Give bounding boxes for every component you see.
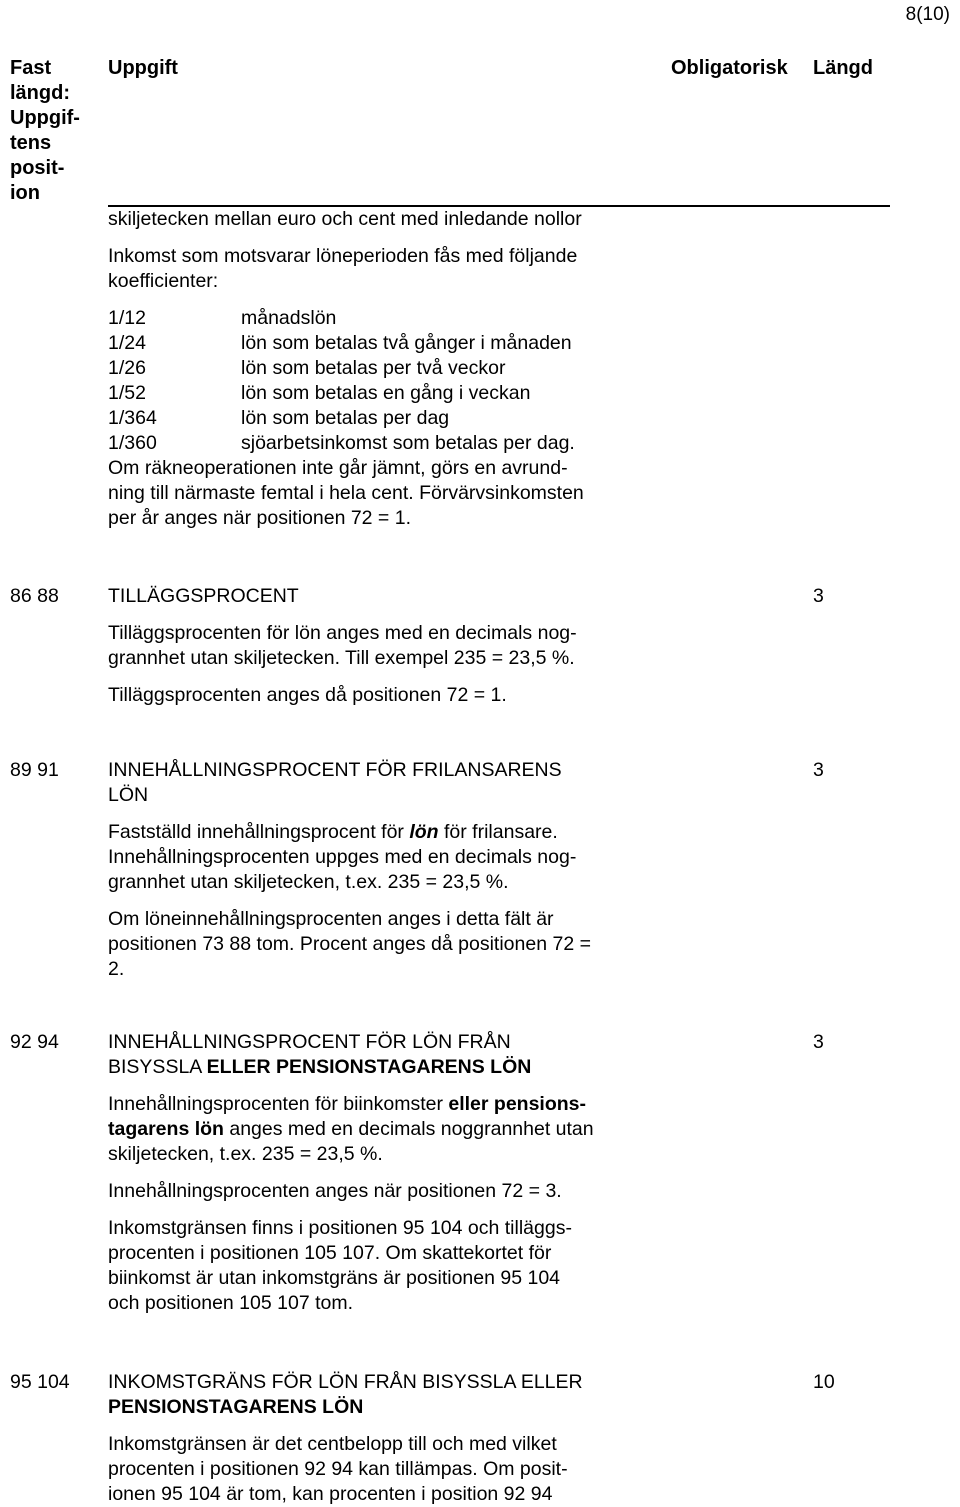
field-position: 89 91: [10, 759, 59, 781]
header-mandatory-column: Obligatorisk: [671, 57, 788, 79]
field-description: INKOMSTGRÄNS FÖR LÖN FRÅN BISYSSLA ELLER PENSIONSTAGARENS LÖN Inkomstgränsen är det centbelopp till och med vilket procenten i positionen 92 94 kan tillämpas. Om posit- ionen 95 104 är tom, kan procenten i position 92 94: [108, 1370, 708, 1507]
field-length: 3: [813, 1031, 824, 1053]
page-number: 8(10): [905, 4, 950, 25]
coefficient-list: [108, 306, 748, 456]
field-length: 3: [813, 759, 824, 781]
field-title: INNEHÅLLNINGSPROCENT FÖR FRILANSARENS: [108, 759, 562, 781]
coefficient-row: 1/26 lön som betalas per två veckor: [108, 357, 506, 379]
field-description: INNEHÅLLNINGSPROCENT FÖR FRILANSARENS LÖN Fastställd innehållningsprocent för lön för frilansare. Innehållningsprocenten uppges med en decimals nog- grannhet utan skiljetecken, t.ex. 235 = 23,5 %. Om löneinnehållningsprocenten anges i detta fält är positionen 73 88 tom. Procent anges då positionen 72 = 2.: [108, 758, 688, 982]
field-title: INKOMSTGRÄNS FÖR LÖN FRÅN BISYSSLA ELLER: [108, 1371, 583, 1393]
field-position: 95 104: [10, 1371, 70, 1393]
coefficient-row: 1/360 sjöarbetsinkomst som betalas per dag.: [108, 432, 575, 454]
coefficient-row: 1/12 månadslön: [108, 307, 337, 329]
field-position: 92 94: [10, 1031, 59, 1053]
field-length: 3: [813, 585, 824, 607]
field-description: TILLÄGGSPROCENT Tilläggsprocenten för lön anges med en decimals nog- grannhet utan skiljetecken. Till exempel 235 = 23,5 %. Tilläggsprocenten anges då positionen 72 = 1.: [108, 584, 688, 708]
field-length: 10: [813, 1371, 835, 1393]
field-title: TILLÄGGSPROCENT: [108, 585, 299, 607]
field-title: INNEHÅLLNINGSPROCENT FÖR LÖN FRÅN: [108, 1031, 511, 1053]
continuation-text: skiljetecken mellan euro och cent med inledande nollor Inkomst som motsvarar löneperioden fås med följande koefficienter: 1/12 månadslön 1/24 lön som betalas två gånger i månaden 1/26 lön som betalas per två veckor 1/52 lön som betalas en gång i veckan 1/364 lön som betalas per dag 1/360 sjöarbetsinkomst som betalas per dag. Om räkneoperationen inte går jämnt, görs en avrund- ning till närmaste femtal i hela cent. Förvärvsinkomsten per år anges när positionen 72 = 1.: [108, 207, 748, 531]
field-description: INNEHÅLLNINGSPROCENT FÖR LÖN FRÅN BISYSSLA ELLER PENSIONSTAGARENS LÖN Innehållningsprocenten för biinkomster eller pensions- tagarens lön anges med en decimals noggrannhet utan skiljetecken, t.ex. 235 = 23,5 %. Innehållningsprocenten anges när positionen 72 = 3. Inkomstgränsen finns i positionen 95 104 och tilläggs- procenten i positionen 105 107. Om skattekortet för biinkomst är utan inkomstgräns är positionen 95 104 och positionen 105 107 tom.: [108, 1030, 688, 1316]
header-position-column: Fast längd: Uppgif- tens posit- ion: [10, 57, 80, 204]
header-task-column: Uppgift: [108, 57, 178, 79]
coefficient-row: 1/24 lön som betalas två gånger i månaden: [108, 332, 572, 354]
coefficient-row: 1/364 lön som betalas per dag: [108, 407, 450, 429]
header-length-column: Längd: [813, 57, 873, 79]
field-position: 86 88: [10, 585, 59, 607]
coefficient-row: 1/52 lön som betalas en gång i veckan: [108, 382, 531, 404]
